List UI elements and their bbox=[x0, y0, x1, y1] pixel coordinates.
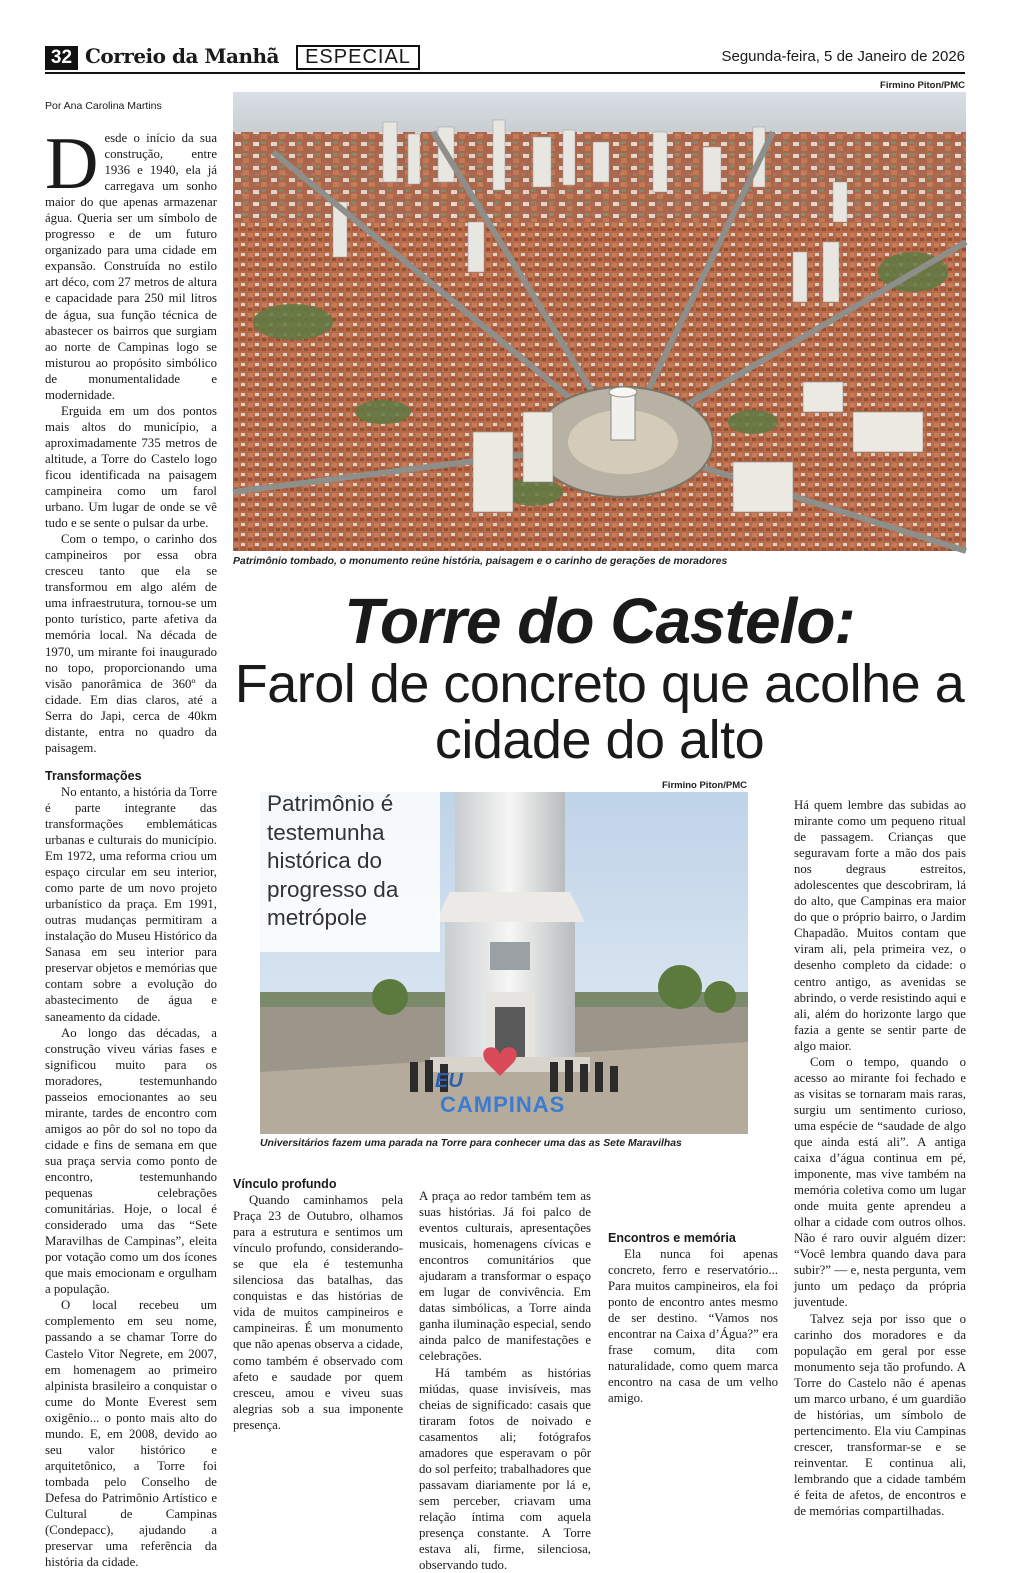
headline-line1: Torre do Castelo: bbox=[344, 585, 855, 657]
page-number: 32 bbox=[45, 46, 78, 70]
aerial-photo-credit: Firmino Piton/PMC bbox=[880, 80, 965, 91]
headline-line2: Farol de concreto que acolhe a cidade do alto bbox=[234, 654, 965, 770]
article-paragraph: Com o tempo, quando o acesso ao mirante foi fechado e as visitas se tornaram mais raras, surgiu um sentimento curioso, uma espécie de “saudade de algo que ainda está ali”. A antiga caixa d’água continua em pé, imponente, mas vive também na memória coletiva como um lugar onde muita gente aprendeu a olhar a cidade com outros olhos. Não é raro ouvir alguém dizer: “Você lembra quando dava para subir?” — e, nesta pergunta, vem junto um pedaço da própria juventude. bbox=[794, 1054, 966, 1310]
byline: Por Ana Carolina Martins bbox=[45, 100, 162, 112]
masthead: Correio da Manhã bbox=[85, 44, 280, 68]
header-rule bbox=[45, 72, 965, 74]
subhead-vinculo: Vínculo profundo bbox=[233, 1177, 337, 1191]
article-paragraph: Talvez seja por isso que o carinho dos moradores e da população em geral por esse monumento seja tão profundo. A Torre do Castelo não é apenas um marco urbano, é um guardião de histórias, um símbolo de pertencimento. Ela viu Campinas crescer, transformar-se e se reinventar. E continua ali, lembrando que a cidade também é feita de afetos, de encontros e de memórias compartilhadas. bbox=[794, 1311, 966, 1519]
article-column-4 bbox=[608, 1188, 778, 1407]
article-paragraph: Desde o início da sua construção, entre 1936 e 1940, ela já carregava um sonho maior do que apenas armazenar água. Queria ser um símbolo de progresso e de um futuro organizado para uma cidade em expansão. Construída no estilo art déco, com 27 metros de altura e capacidade para 250 mil litros de água, sua função técnica de abastecer os bairros que surgiam ao norte de Campinas logo se misturou ao propósito simbólico de monumentalidade e modernidade. bbox=[45, 123, 217, 402]
drop-cap: D bbox=[45, 123, 99, 205]
issue-date: Segunda-feira, 5 de Janeiro de 2026 bbox=[721, 48, 965, 65]
article-paragraph: Ao longo das décadas, a construção viveu várias fases e significou muito para os moradores, testemunhando passeios emocionantes ao seu mirante, tardes de encontro com amigos ao pôr do sol no topo da cidade e fins de semana em que sua praça servia como ponto de encontro, testemunhando pequenas celebrações comunitárias. Hoje, o local é considerado uma das “Sete Maravilhas de Campinas”, eleita por votação como um dos ícones que mais emocionam e orgulham a população. bbox=[45, 1025, 217, 1297]
article-paragraph: Ela nunca foi apenas concreto, ferro e reservatório... Para muitos campineiros, ela foi ponto de encontro antes mesmo de ser destino. “Vamos nos encontrar na Caixa d’Água?” era frase comum, dita com naturalidade, como quem marca encontro na casa de um velho amigo. bbox=[608, 1247, 778, 1406]
aerial-photo bbox=[233, 92, 966, 551]
section-tag: ESPECIAL bbox=[296, 45, 420, 70]
article-paragraph: Há também as histórias miúdas, quase invisíveis, mas cheias de significado: casais que tiraram fotos de noivado e casamentos ali; fotógrafos amadores que esperavam o pôr do sol perfeito; trabalhadores que passavam diariamente por lá e, sem perceber, criavam uma relação íntima com aquela presença constante. A Torre estava ali, firme, silenciosa, observando tudo. bbox=[419, 1365, 591, 1573]
sign-eu: EU bbox=[435, 1070, 463, 1092]
article-column-2 bbox=[233, 1176, 403, 1433]
subhead-transformacoes: Transformações bbox=[45, 768, 142, 783]
article-paragraph: Erguida em um dos pontos mais altos do município, a aproximadamente 735 metros de altitude, a Torre do Castelo logo ficou identificada na paisagem campineira como um farol urbano. Um lugar de onde se vê tudo e se sente o pulsar da urbe. bbox=[45, 403, 217, 531]
article-paragraph: O local recebeu um complemento em seu nome, passando a se chamar Torre do Castelo Vitor Negrete, em 2007, em homenagem ao primeiro alpinista brasileiro a conquistar o cume do Monte Everest sem oxigênio... o ponto mais alto do mundo. E, em 2008, devido ao seu valor histórico e arquitetônico, a Torre foi tombada pelo Conselho de Defesa do Patrimônio Artístico e Cultural de Campinas (Condepacc), ajudando a preservar uma referência da história da cidade. bbox=[45, 1298, 217, 1570]
article-paragraph: A praça ao redor também tem as suas histórias. Já foi palco de eventos culturais, apresentações musicais, homenagens cívicas e encontros comunitários que ajudaram a transformar o espaço em lugar de convivência. Em datas simbólicas, a Torre ainda ganha iluminação especial, sendo ainda palco de manifestações e celebrações. bbox=[419, 1189, 591, 1364]
article-column-3 bbox=[419, 1188, 591, 1573]
tower-photo-caption: Universitários fazem uma parada na Torre para conhecer uma das as Sete Maravilhas bbox=[260, 1138, 682, 1149]
article-paragraph: Quando caminhamos pela Praça 23 de Outubro, olhamos para a estrutura e sentimos um vínculo profundo, considerando-se que ela é testemunha silenciosa das batalhas, das conquistas e das histórias de vida de muitos campineiros e campineiras. É um monumento que não apenas observa a cidade, como também é observado com afeto e saudade por quem cresceu, amou e viveu suas alegrias sob a sua imponente presença. bbox=[233, 1193, 403, 1432]
article-column-5 bbox=[794, 797, 966, 1519]
pull-quote: Patrimônio é testemunha histórica do progresso da metrópole bbox=[267, 791, 399, 930]
aerial-city-illustration bbox=[233, 92, 966, 551]
article-paragraph: Há quem lembre das subidas ao mirante como um pequeno ritual de passagem. Crianças que seguravam forte a mão dos pais nos degraus estreitos, adolescentes que descobriram, lá do alto, que Campinas era maior do que o próprio bairro, o Jardim Chapadão. Muitos contam que viram ali, pela primeira vez, o desenho completo da cidade: o centro antigo, as avenidas se abrindo, o verde resistindo aqui e ali, além do horizonte largo que fazia a gente se sentir parte de algo maior. bbox=[794, 798, 966, 1053]
aerial-photo-caption: Patrimônio tombado, o monumento reúne história, paisagem e o carinho de gerações de moradores bbox=[233, 556, 728, 567]
article-paragraph: Com o tempo, o carinho dos campineiros por essa obra cresceu tanto que ela se transformou em algo além de uma infraestrutura, tornou-se um ponto turístico, parte afetiva da memória local. Na década de 1970, um mirante foi inaugurado no topo, proporcionando uma visão panorâmica de 360º da cidade. Em dias claros, até a Serra do Japi, cerca de 40km distante, entra no quadro da paisagem. bbox=[45, 532, 217, 755]
tower-photo-credit: Firmino Piton/PMC bbox=[662, 780, 747, 791]
article-paragraph: No entanto, a história da Torre é parte integrante das transformações emblemáticas urbanas e culturais do município. Em 1972, uma reforma criou um espaço circular em seu interior, como parte de um novo projeto urbanístico da praça. Em 1991, outras mudanças permitiram a instalação do Museu Histórico da Sanasa em seu interior para preservar objetos e memórias que contam sobre a evolução do abastecimento de água e saneamento da cidade. bbox=[45, 784, 217, 1024]
article-column-1 bbox=[45, 123, 217, 1570]
subhead-encontros: Encontros e memória bbox=[608, 1231, 736, 1245]
sign-campinas: CAMPINAS bbox=[440, 1092, 566, 1117]
